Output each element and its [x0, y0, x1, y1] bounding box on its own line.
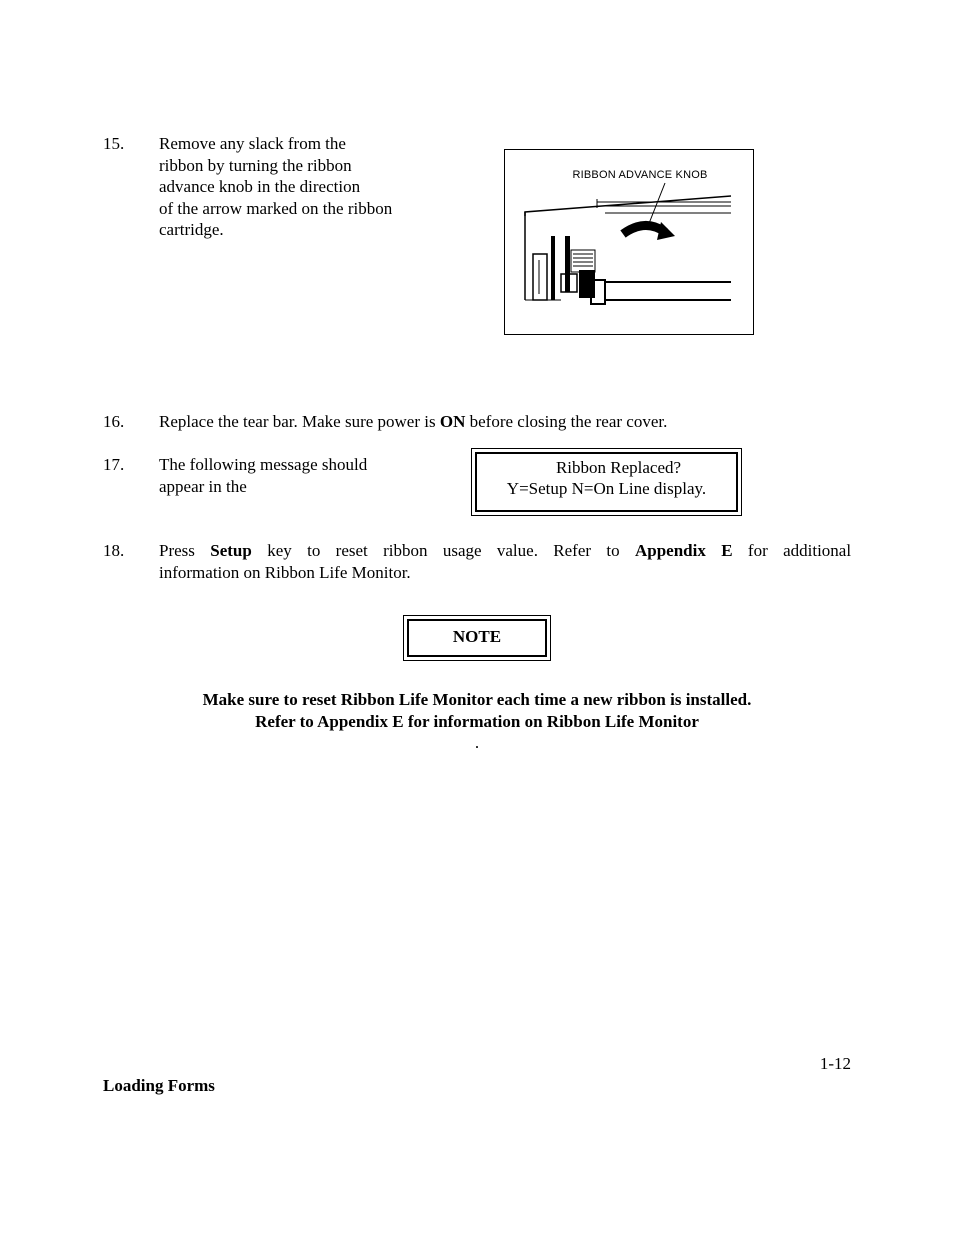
step-15-text [159, 133, 459, 241]
step-17-line: The following message should [159, 455, 368, 474]
note-line-1: Make sure to reset Ribbon Life Monitor each time a new ribbon is installed. [202, 690, 752, 709]
step-18-line-2: information on Ribbon Life Monitor. [159, 562, 411, 582]
step-18-line-1 [159, 540, 851, 562]
ribbon-advance-knob-figure [504, 149, 754, 335]
step-17-line: appear in the [159, 476, 247, 496]
step-18-text [159, 540, 851, 583]
step-18-key: Setup [210, 541, 252, 560]
note-box [403, 615, 551, 661]
note-title: NOTE [407, 619, 547, 657]
step-15-line: cartridge. [159, 220, 224, 239]
step-18-for-additional: for additional [747, 541, 852, 560]
step-16-after: before closing the rear cover. [465, 412, 668, 431]
step-15-line: ribbon by turning the ribbon [159, 155, 352, 175]
step-15-line: Remove any slack from the [159, 134, 346, 153]
step-18-appendix: Appendix E [634, 541, 733, 560]
step-17-text [159, 454, 419, 497]
display-message-frame [475, 452, 738, 512]
step-18-number: 18. [103, 541, 125, 560]
figure-label: RIBBON ADVANCE KNOB [572, 169, 708, 181]
step-17-number: 17. [103, 455, 125, 474]
note-line-2-end: . [474, 733, 480, 752]
step-15-line: advance knob in the direction [159, 177, 361, 196]
step-18-mid: key to reset ribbon usage value. Refer to [267, 541, 620, 560]
step-15-line: of the arrow marked on the ribbon [159, 198, 393, 218]
step-18-press: Press [159, 541, 195, 560]
step-16-text [159, 411, 667, 433]
step-15-number: 15. [103, 134, 125, 153]
step-16-number: 16. [103, 412, 125, 431]
page-number: 1-12 [819, 1054, 851, 1073]
step-16-before: Replace the tear bar. Make sure power is [159, 412, 440, 431]
display-message-box [471, 448, 742, 516]
step-16-bold: ON [439, 412, 466, 431]
footer-section-title: Loading Forms [103, 1076, 215, 1095]
display-message-line-2: Y=Setup N=On Line display. [506, 479, 707, 498]
note-line-2: Refer to Appendix E for information on Ribbon Life Monitor [255, 711, 699, 731]
note-body [0, 689, 954, 754]
display-message-line-1: Ribbon Replaced? [555, 458, 682, 477]
